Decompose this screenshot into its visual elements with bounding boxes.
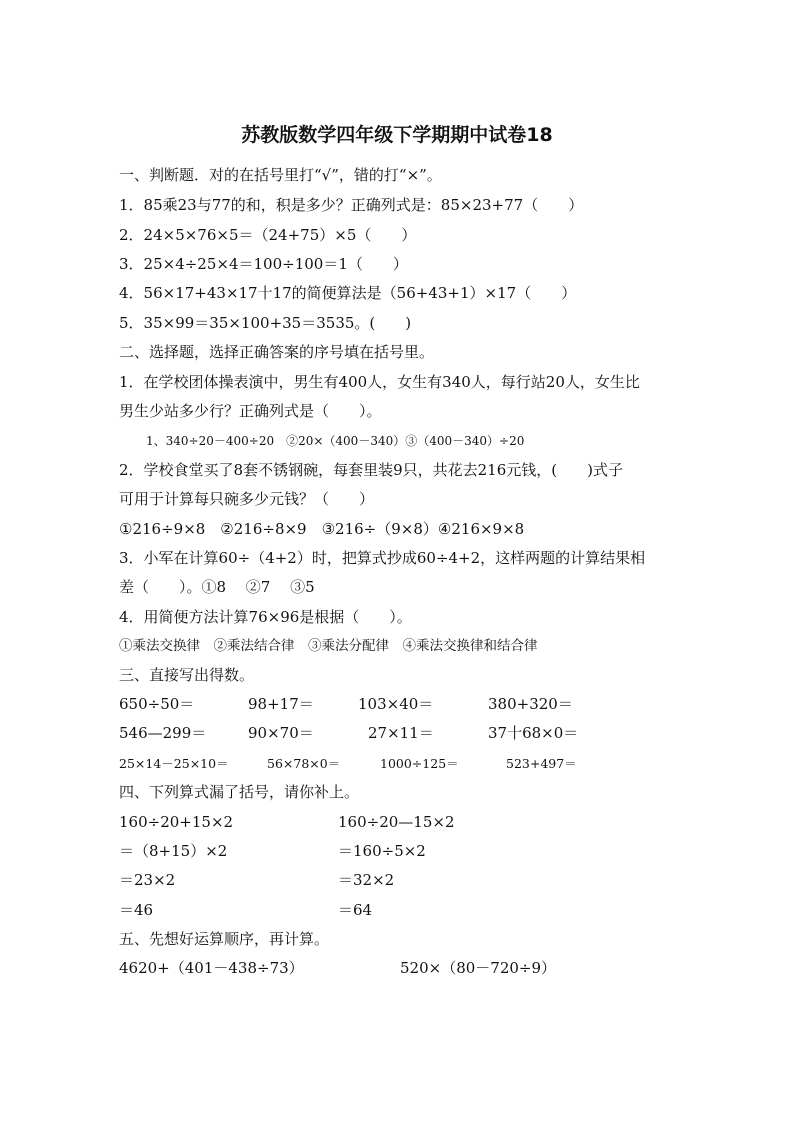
s2-q1-line1: 1．在学校团体操表演中，男生有400人，女生有340人，每行站20人，女生比 [119, 373, 640, 391]
section-5-heading: 五、先想好运算顺序，再计算。 [119, 930, 330, 948]
calc-item: 27×11＝ [368, 724, 434, 742]
s1-item-1: 1．85乘23与77的和，积是多少？正确列式是：85×23+77（ ） [119, 196, 584, 214]
s2-q4-line1: 4．用简便方法计算76×96是根据（ ）。 [119, 608, 412, 626]
calc-item: 103×40＝ [358, 695, 434, 713]
s2-q2-options: ①216÷9×8 ②216÷8×9 ③216÷（9×8）④216×9×8 [119, 520, 525, 538]
compute-right: 520×（80－720÷9） [400, 959, 557, 977]
calc-item: 380+320＝ [488, 695, 573, 713]
section-1-heading: 一、判断题．对的在括号里打“√”，错的打“×”。 [119, 166, 442, 184]
calc-item: 98+17＝ [248, 695, 314, 713]
calc-item: 56×78×0＝ [267, 756, 341, 771]
s2-q2-line2: 可用于计算每只碗多少元钱？（ ） [119, 490, 375, 508]
calc-item: 37十68×0＝ [488, 724, 579, 742]
s1-item-2: 2．24×5×76×5＝（24+75）×5（ ） [119, 226, 417, 244]
bracket-left-step: ＝23×2 [119, 871, 176, 889]
s2-q1-line2: 男生少站多少行？正确列式是（ ）。 [119, 402, 382, 420]
bracket-left-step: ＝46 [119, 901, 154, 919]
calc-item: 650÷50＝ [119, 695, 195, 713]
compute-left: 4620+（401－438÷73） [119, 959, 304, 977]
calc-item: 25×14－25×10＝ [119, 756, 229, 771]
bracket-right-step: ＝160÷5×2 [338, 842, 426, 860]
s1-item-3: 3．25×4÷25×4＝100÷100＝1（ ） [119, 255, 408, 273]
s2-q4-options: ①乘法交换律 ②乘法结合律 ③乘法分配律 ④乘法交换律和结合律 [119, 638, 538, 654]
s1-item-5: 5．35×99＝35×100+35＝3535。( ) [119, 314, 412, 332]
calc-item: 523+497＝ [506, 756, 577, 771]
calc-item: 90×70＝ [248, 724, 314, 742]
calc-item: 1000÷125＝ [380, 756, 459, 771]
s2-q1-options: 1、340÷20－400÷20 ②20×（400－340）③（400－340）÷20 [146, 434, 525, 448]
bracket-right-step: ＝32×2 [338, 871, 395, 889]
exam-title: 苏教版数学四年级下学期期中试卷18 [241, 124, 553, 146]
bracket-left-step: 160÷20+15×2 [119, 813, 234, 831]
s2-q2-line1: 2．学校食堂买了8套不锈钢碗，每套里装9只，共花去216元钱，( )式子 [119, 461, 623, 479]
s1-item-4: 4．56×17+43×17十17的简便算法是（56+43+1）×17（ ） [119, 284, 577, 302]
calc-item: 546—299＝ [119, 724, 207, 742]
bracket-right-step: 160÷20—15×2 [338, 813, 455, 831]
section-4-heading: 四、下列算式漏了括号，请你补上。 [119, 783, 360, 801]
bracket-left-step: ＝（8+15）×2 [119, 842, 228, 860]
section-2-heading: 二、选择题，选择正确答案的序号填在括号里。 [119, 343, 435, 361]
s2-q3-line1: 3．小军在计算60÷（4+2）时，把算式抄成60÷4+2，这样两题的计算结果相 [119, 549, 646, 567]
section-3-heading: 三、直接写出得数。 [119, 666, 255, 684]
s2-q3-line2: 差（ ）。①8 ②7 ③5 [119, 578, 315, 596]
bracket-right-step: ＝64 [338, 901, 373, 919]
